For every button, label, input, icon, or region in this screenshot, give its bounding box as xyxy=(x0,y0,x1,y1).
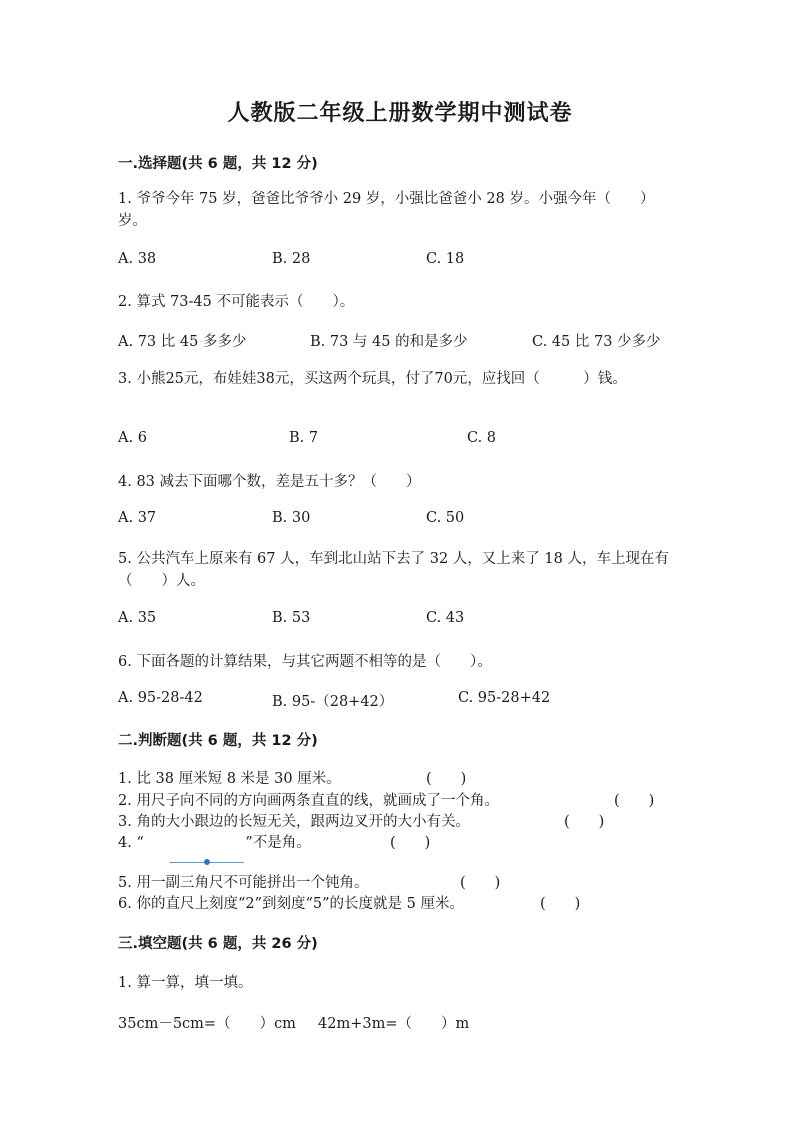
judge-q3-text: 3. 角的大小跟边的长短无关，跟两边叉开的大小有关。 xyxy=(118,814,470,830)
judge-q5-text: 5. 用一副三角尺不可能拼出一个钝角。 xyxy=(118,875,369,891)
choice-q3-option-a: A. 6 xyxy=(118,430,147,446)
page-title: 人教版二年级上册数学期中测试卷 xyxy=(227,101,573,126)
judge-q3-bracket: ( ) xyxy=(564,814,605,830)
section-heading-judge: 二.判断题(共 6 题，共 12 分) xyxy=(118,733,318,749)
choice-q2-stem: 2. 算式 73-45 不可能表示（ ）。 xyxy=(118,294,355,310)
choice-q2-option-c: C. 45 比 73 少多少 xyxy=(532,334,661,350)
choice-q1-stem: 1. 爷爷今年 75 岁，爸爸比爷爷小 29 岁，小强比爸爸小 28 岁。小强今年（ ）岁。 xyxy=(118,191,655,229)
judge-q6-bracket: ( ) xyxy=(540,896,581,912)
choice-q6-option-b: B. 95-（28+42） xyxy=(272,694,394,710)
choice-q4-stem: 4. 83 减去下面哪个数，差是五十多？（ ） xyxy=(118,474,421,490)
section-heading-fill: 三.填空题(共 6 题，共 26 分) xyxy=(118,936,318,952)
choice-q4-option-a: A. 37 xyxy=(118,510,157,526)
choice-q2-option-b: B. 73 与 45 的和是多少 xyxy=(310,334,468,350)
judge-q1-bracket: ( ) xyxy=(426,771,467,787)
section-heading-choice: 一.选择题(共 6 题，共 12 分) xyxy=(118,156,318,172)
choice-q3-option-b: B. 7 xyxy=(289,430,319,446)
choice-q5-option-b: B. 53 xyxy=(272,610,311,626)
fill-q1-expression-1: 35cm－5cm=（ ）cm xyxy=(118,1016,296,1032)
judge-q2-text: 2. 用尺子向不同的方向画两条直直的线，就画成了一个角。 xyxy=(118,793,499,809)
choice-q1-option-b: B. 28 xyxy=(272,251,311,267)
judge-q6-text: 6. 你的直尺上刻度“2”到刻度“5”的长度就是 5 厘米。 xyxy=(118,896,464,912)
choice-q3-option-c: C. 8 xyxy=(467,430,497,446)
choice-q6-stem: 6. 下面各题的计算结果，与其它两题不相等的是（ ）。 xyxy=(118,654,492,670)
choice-q5-stem: 5. 公共汽车上原来有 67 人，车到北山站下去了 32 人，又上来了 18 人，车上现在有（ ）人。 xyxy=(118,551,669,589)
choice-q6-option-a: A. 95-28-42 xyxy=(118,690,203,706)
fill-q1-expression-2: 42m+3m=（ ）m xyxy=(318,1016,470,1032)
choice-q6-option-c: C. 95-28+42 xyxy=(458,690,551,706)
choice-q5-option-c: C. 43 xyxy=(426,610,465,626)
judge-q4-text: 4. “ ”不是角。 xyxy=(118,835,311,851)
choice-q1-option-a: A. 38 xyxy=(118,251,157,267)
choice-q1-option-c: C. 18 xyxy=(426,251,465,267)
judge-q2-bracket: ( ) xyxy=(614,793,655,809)
judge-q5-bracket: ( ) xyxy=(460,875,501,891)
ray-figure-vertex xyxy=(204,859,210,865)
choice-q5-option-a: A. 35 xyxy=(118,610,157,626)
fill-q1-stem: 1. 算一算，填一填。 xyxy=(118,975,253,991)
choice-q4-option-b: B. 30 xyxy=(272,510,311,526)
choice-q3-stem: 3. 小熊25元，布娃娃38元，买这两个玩具，付了70元，应找回（ ）钱。 xyxy=(118,371,627,387)
judge-q1-text: 1. 比 38 厘米短 8 米是 30 厘米。 xyxy=(118,771,341,787)
choice-q4-option-c: C. 50 xyxy=(426,510,465,526)
judge-q4-bracket: ( ) xyxy=(390,835,431,851)
choice-q2-option-a: A. 73 比 45 多多少 xyxy=(118,334,247,350)
